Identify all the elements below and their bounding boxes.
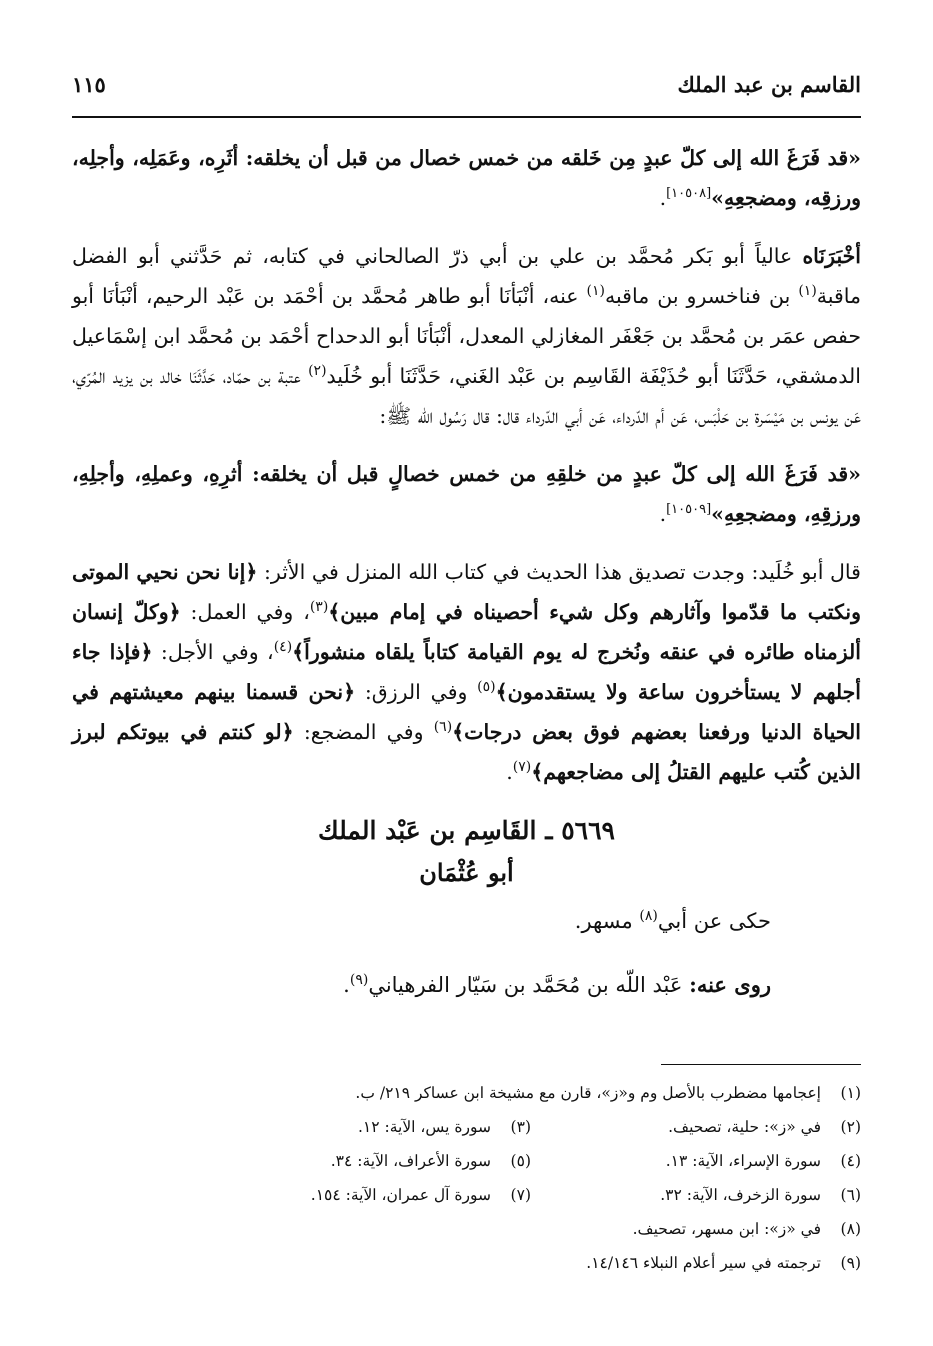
footnote-marker: (٤) xyxy=(273,639,293,656)
footnote-text: إعجامها مضطرب بالأصل وم و«ز»، قارن مع مشيخة ابن عساكر ٢١٩/ ب. xyxy=(355,1084,821,1102)
footnote-row xyxy=(72,1178,861,1212)
isnad-text: عتبة بن حمّاد، حَدَّثَنَا خالد بن يزيد المُرّي، عَن يونس بن مَيْسَرة بن حَلْبَس، عَن أم الدّرداء، عَن أبي الدّرداء قال: قال رَسُول الله ﷺ: xyxy=(72,364,861,428)
isnad-text: عنه، أنْبَأنَا أبو طاهر مُحمَّد بن أحْمَد بن عَبْد الرحيم، أنْبَأنَا أبو حفص عمَر بن مُحمَّد بن جَعْفَر المغازلي المعدل، أنْبَأنَا أبو الدحداح أحْمَد بن مُحمَّد ابن إسْمَاعيل الدمشقي، حَدَّثَنَا أبو حُذَيْفَة القَاسِم بن عَبْد الغَني، حَدَّثَنَا أبو خُلَيد xyxy=(72,284,862,388)
isnad-lead-word: أخْبَرَنَاه xyxy=(802,244,861,268)
footnote-marker: (٨) xyxy=(639,908,658,924)
footnote-row xyxy=(72,1110,861,1144)
entry-heading: ٥٦٦٩ ـ القَاسِم بن عَبْد الملك xyxy=(318,816,615,845)
footnote-number: (٧) xyxy=(510,1186,531,1204)
commentary-text: وفي الرزق: xyxy=(355,680,478,704)
footnote-text: ترجمته في سير أعلام النبلاء ١٤/١٤٦. xyxy=(586,1254,821,1272)
hadith-text: «قد فَرَغَ الله إلى كلّ عبدٍ من خلقِهِ من خمس خصالٍ قبل أن يخلقه: أثرِهِ، وعملِهِ، وأجلِهِ، ورزقِهِ، ومضجعِهِ» xyxy=(72,462,861,526)
footnote-3 xyxy=(358,1110,531,1144)
hadith-number: [١٠٥٠٩] xyxy=(666,502,712,518)
isnad-paragraph xyxy=(72,236,861,436)
footnote-number: (٥) xyxy=(510,1152,531,1170)
footnote-5 xyxy=(331,1144,531,1178)
commentary-text: ، وفي الأجل: xyxy=(152,640,274,664)
footnote-1 xyxy=(355,1076,861,1110)
footnote-number: (٨) xyxy=(840,1220,861,1238)
quran-verse: ﴿نحن قسمنا بينهم معيشتهم في الحياة الدنيا ورفعنا بعضهم فوق بعض درجات﴾ xyxy=(72,680,861,744)
quran-verse: ﴿لو كنتم في بيوتكم لبرز الذين كُتب عليهم القتلُ إلى مضاجعهم﴾ xyxy=(72,720,861,784)
footnote-text: سورة آل عمران، الآية: ١٥٤. xyxy=(310,1186,491,1204)
footnote-text: سورة يس، الآية: ١٢. xyxy=(357,1118,491,1136)
bio-text: عَبْد اللّه بن مُحَمَّد بن سَيّار الفرهياني xyxy=(368,973,690,997)
footnote-marker: (٣) xyxy=(309,599,329,616)
bio-text: . xyxy=(343,973,350,997)
isnad-text: بن فناخسرو بن ماقبه xyxy=(605,284,799,308)
entry-kunya: أبو عُثْمَان xyxy=(419,858,514,887)
footnote-text: في «ز»: حلية، تصحيف. xyxy=(668,1118,821,1136)
quran-verse: ﴿إنا نحن نحيي الموتى ونكتب ما قدّموا وآثارهم وكل شيء أحصيناه في إمام مبين﴾ xyxy=(72,560,861,624)
hadith-number: [١٠٥٠٨] xyxy=(666,186,712,202)
running-title: القاسم بن عبد الملك xyxy=(677,71,861,97)
footnote-row xyxy=(72,1076,861,1110)
bio-lead-word: روى عنه: xyxy=(689,972,771,997)
footnote-number: (٩) xyxy=(840,1254,861,1272)
commentary-text: وفي المضجع: xyxy=(293,720,434,744)
footnote-number: (٣) xyxy=(510,1118,531,1136)
footnote-text: سورة الأعراف، الآية: ٣٤. xyxy=(330,1152,491,1170)
footnote-4 xyxy=(531,1144,861,1178)
footnote-2 xyxy=(531,1110,861,1144)
footnote-row xyxy=(72,1212,861,1246)
footnote-8 xyxy=(633,1212,861,1246)
footnote-number: (٢) xyxy=(840,1118,861,1136)
commentary-text: . xyxy=(506,760,513,784)
quran-verse: ﴿فإذا جاء أجلهم لا يستأخرون ساعة ولا يستقدمون﴾ xyxy=(72,640,862,704)
footnote-row xyxy=(72,1144,861,1178)
quran-verse: ﴿وكلّ إنسان ألزمناه طائره في عنقه ونُخرج له يوم القيامة كتاباً يلقاه منشوراً﴾ xyxy=(72,600,862,664)
running-header xyxy=(72,64,861,104)
main-text xyxy=(72,138,861,1026)
commentary-text: ، وفي العمل: xyxy=(180,600,310,624)
footnote-rule xyxy=(661,1064,861,1065)
hadith-paragraph-2: «قد فَرَغَ الله إلى كلّ عبدٍ من خلقِهِ من خمس خصالٍ قبل أن يخلقه: أثرِهِ، وعملِهِ، وأجلِهِ، ورزقِهِ، ومضجعِهِ»[١٠٥٠٩]. xyxy=(72,462,861,526)
footnote-7 xyxy=(311,1178,531,1212)
isnad-text: عالياً أبو بَكر مُحمَّد بن علي بن أبي ذرّ الصالحاني في كتابه، ثم حَدَّثني أبو الفضل ماقبة xyxy=(72,244,861,308)
commentary-paragraph xyxy=(72,552,861,792)
header-rule xyxy=(72,116,861,118)
footnote-marker: (١) xyxy=(586,283,605,300)
bio-text: مسهر. xyxy=(574,909,640,933)
footnote-number: (٦) xyxy=(840,1186,861,1204)
hadith-paragraph-1: «قد فَرَغَ الله إلى كلّ عبدٍ مِن خَلقه من خمس خصال من قبل أن يخلقه: أثَرِه، وعَمَلِه، وأجلِه، ورزقِه، ومضجعِهِ»[١٠٥٠٨]. xyxy=(72,146,861,210)
page-number: ١١٥ xyxy=(72,71,106,97)
footnote-text: سورة الإسراء، الآية: ١٣. xyxy=(665,1152,821,1170)
hadith-text: «قد فَرَغَ الله إلى كلّ عبدٍ مِن خَلقه من خمس خصال من قبل أن يخلقه: أثَرِه، وعَمَلِه، وأجلِه، ورزقِه، ومضجعِهِ» xyxy=(72,146,861,210)
footnote-marker: (١) xyxy=(798,283,817,300)
footnote-number: (٤) xyxy=(840,1152,861,1170)
footnote-marker: (٥) xyxy=(477,679,496,696)
bio-line-narrated-from xyxy=(72,898,861,944)
commentary-text: قال أبو خُلَيد: وجدت تصديق هذا الحديث في كتاب الله المنزل في الأثر: xyxy=(257,560,861,584)
bio-line-narrated-by xyxy=(72,962,861,1008)
footnote-6 xyxy=(531,1178,861,1212)
footnote-marker: (٧) xyxy=(512,759,532,776)
footnote-text: سورة الزخرف، الآية: ٣٢. xyxy=(660,1186,821,1204)
footnote-marker: (٦) xyxy=(433,719,453,736)
footnotes xyxy=(72,1076,861,1280)
footnote-text: في «ز»: ابن مسهر، تصحيف. xyxy=(632,1220,821,1238)
footnote-9 xyxy=(586,1246,861,1280)
footnote-row xyxy=(72,1246,861,1280)
bio-text: حكى عن أبي xyxy=(657,909,771,933)
footnote-number: (١) xyxy=(840,1084,861,1102)
footnote-marker: (٢) xyxy=(308,363,327,380)
footnote-marker: (٩) xyxy=(349,972,369,988)
